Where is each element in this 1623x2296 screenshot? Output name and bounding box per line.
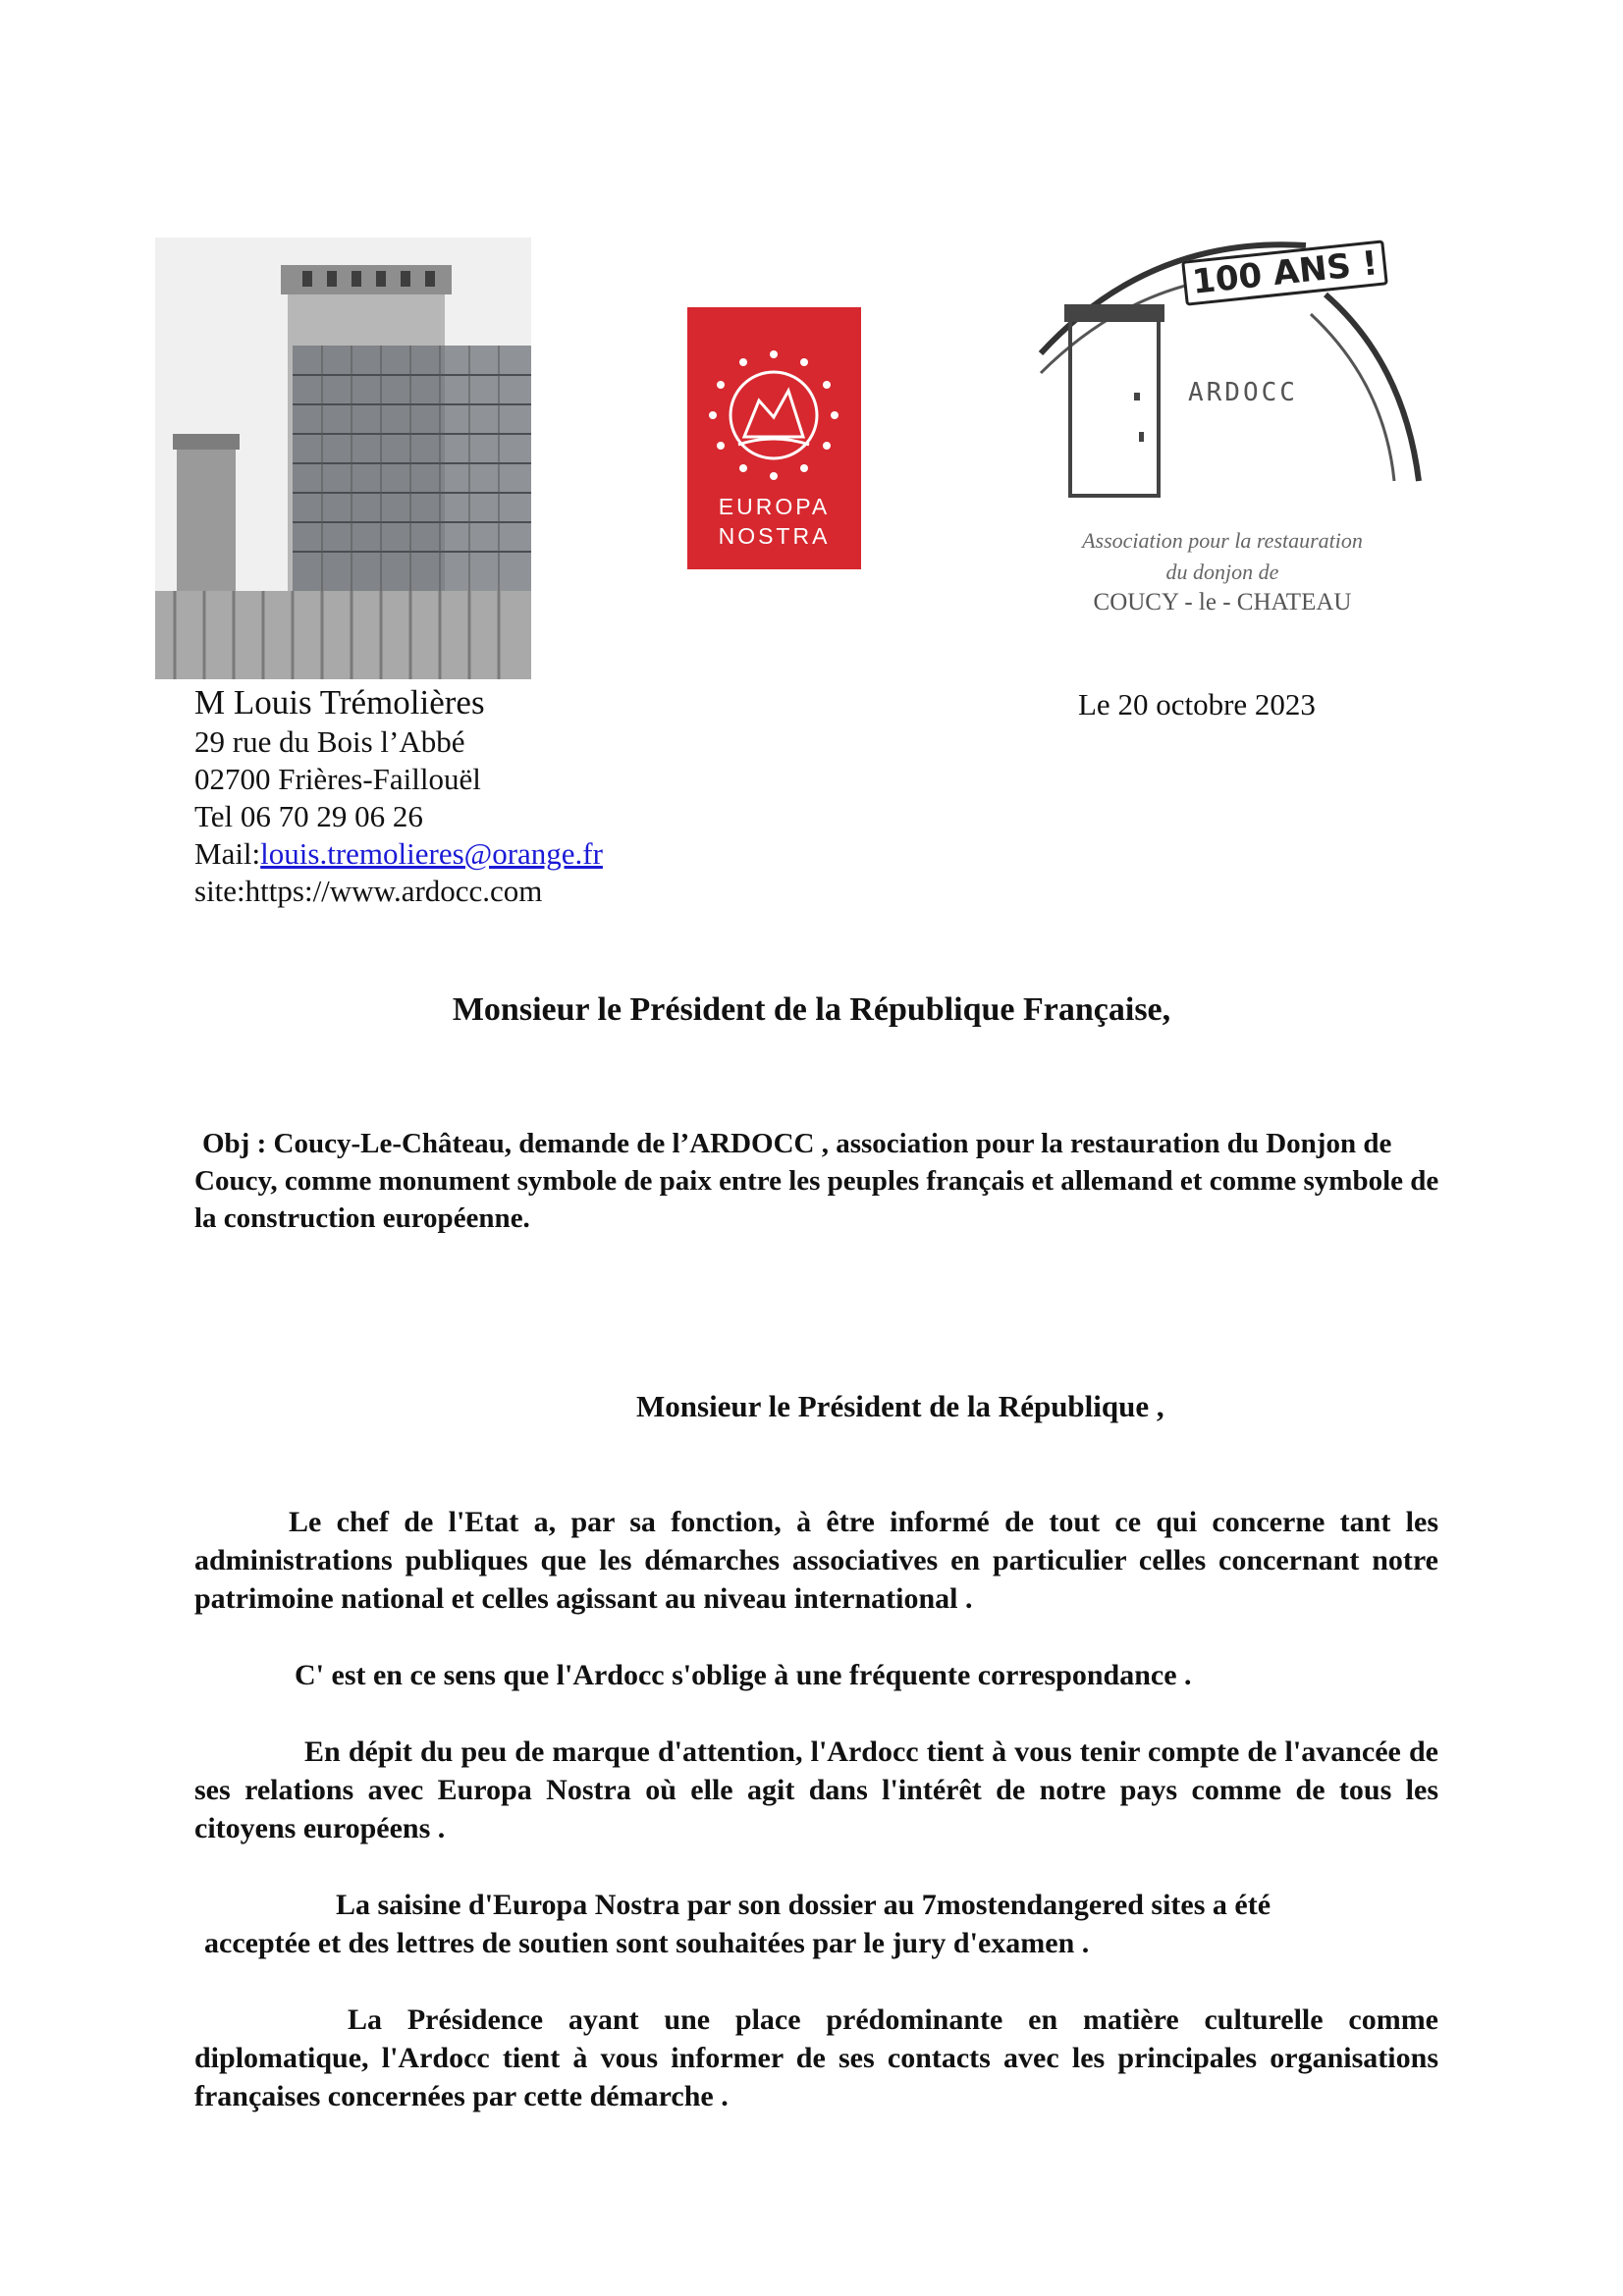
object-text: Obj : Coucy-Le-Château, demande de l’ARDOCC , association pour la restauration du Donjon de Coucy, comme monument symbole de paix entre les peuples français et allemand et comme symbole de la construction européenne. bbox=[194, 1128, 1439, 1234]
logo-caption-3: COUCY - le - CHATEAU bbox=[1093, 589, 1352, 615]
paragraph-5: La Présidence ayant une place prédominante en matière culturelle comme diplomatique, l'Ardocc tient à vous informer de ses contacts avec les principales organisations françaises concernées par cette démarche . bbox=[194, 2003, 1438, 2112]
paragraph-3: En dépit du peu de marque d'attention, l'Ardocc tient à vous tenir compte de l'avancée de ses relations avec Europa Nostra où elle agit dans l'intérêt de notre pays comme de tous les citoyens européens . bbox=[194, 1735, 1438, 1844]
sender-name: M Louis Trémolières bbox=[194, 683, 485, 721]
paragraph-1: Le chef de l'Etat a, par sa fonction, à être informé de tout ce qui concerne tant les administrations publiques que les démarches associatives en particulier celles concernant notre patrimoine national et celles agissant au niveau international . bbox=[194, 1506, 1438, 1615]
sender-site: site:https://www.ardocc.com bbox=[194, 874, 543, 908]
sender-street: 29 rue du Bois l’Abbé bbox=[194, 724, 465, 759]
sender-block bbox=[194, 682, 603, 910]
sender-city: 02700 Frières-Faillouël bbox=[194, 762, 481, 796]
sender-mail-link[interactable]: louis.tremolieres@orange.fr bbox=[260, 836, 603, 871]
logo-ardocc-name: ARDOCC bbox=[1188, 378, 1298, 407]
sender-mail-line bbox=[194, 835, 603, 873]
europa-nostra-logo bbox=[687, 307, 861, 569]
paragraph-4-line1: La saisine d'Europa Nostra par son dossier au 7mostendangered sites a été bbox=[336, 1889, 1271, 1921]
sender-mail-label: Mail: bbox=[194, 836, 261, 871]
europa-line2: NOSTRA bbox=[718, 523, 831, 549]
logo-caption-1: Association pour la restauration bbox=[1082, 528, 1363, 553]
object-line bbox=[194, 1125, 1441, 1237]
ardocc-logo bbox=[1031, 236, 1434, 648]
paragraph-2: C' est en ce sens que l'Ardocc s'oblige à une fréquente correspondance . bbox=[295, 1659, 1192, 1691]
sender-tel: Tel 06 70 29 06 26 bbox=[194, 799, 423, 833]
donjon-photo bbox=[155, 238, 531, 679]
europa-line1: EUROPA bbox=[718, 494, 831, 519]
paragraph-4-line2: acceptée et des lettres de soutien sont souhaitées par le jury d'examen . bbox=[204, 1927, 1090, 1959]
logo-caption-2: du donjon de bbox=[1165, 560, 1279, 584]
salutation: Monsieur le Président de la République , bbox=[636, 1389, 1164, 1423]
logo-100-ans-badge: 100 ANS ! bbox=[1181, 242, 1387, 302]
addressee-heading: Monsieur le Président de la République Française, bbox=[452, 991, 1171, 1028]
letter-date: Le 20 octobre 2023 bbox=[1078, 687, 1316, 721]
europa-stars-emblem bbox=[705, 347, 842, 484]
